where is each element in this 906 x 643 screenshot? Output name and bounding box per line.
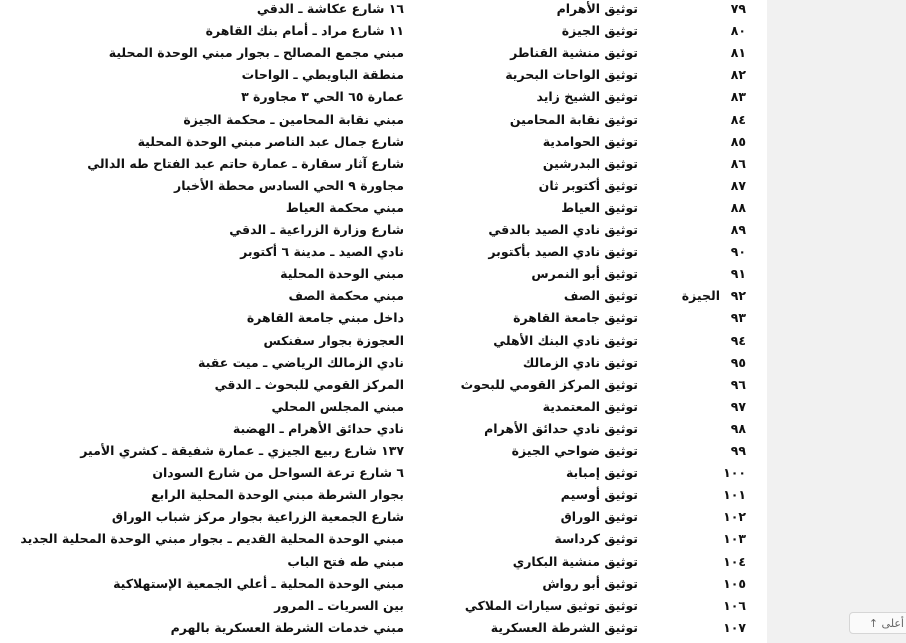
- office-name: توثيق نادي حدائق الأهرام: [484, 420, 638, 436]
- office-name: توثيق الجيزة: [561, 23, 638, 39]
- office-name: توثيق البدرشين: [542, 155, 638, 171]
- table-row: [0, 440, 767, 462]
- row-number: ٨٦: [730, 155, 746, 171]
- office-address: مبني محكمة الصف: [288, 288, 404, 304]
- office-address: مبني الوحدة المحلية ـ أعلي الجمعية الإستهلاكية: [113, 575, 404, 591]
- office-address: داخل مبني جامعة القاهرة: [246, 310, 404, 326]
- row-number: ٨٣: [730, 89, 746, 105]
- office-address: العجوزة بجوار سفنكس: [263, 332, 404, 348]
- table-row: [0, 175, 767, 197]
- table-row: [0, 219, 767, 241]
- governorate-cell: الجيزة: [681, 288, 720, 304]
- office-name: توثيق نادي الصيد بالدقي: [488, 222, 638, 237]
- row-number: ٩٢: [730, 288, 746, 304]
- office-address: نادي الصيد ـ مدينة ٦ أكتوبر: [240, 244, 404, 260]
- table-row: [0, 573, 767, 595]
- office-address: مبني خدمات الشرطة العسكرية بالهرم: [170, 619, 404, 635]
- office-name: توثيق أبو النمرس: [531, 266, 638, 282]
- table-row: [0, 153, 767, 175]
- row-number: ٨٨: [730, 199, 746, 215]
- office-name: توثيق كرداسة: [554, 531, 638, 547]
- office-address: شارع وزارة الزراعية ـ الدقي: [229, 222, 404, 237]
- table-row: [0, 396, 767, 418]
- row-number: ٩٤: [730, 332, 746, 348]
- office-address: مبني الوحدة المحلية: [280, 266, 404, 282]
- row-number: ١٠٦: [723, 597, 746, 613]
- office-name: توثيق توثيق سيارات الملاكي: [464, 597, 638, 613]
- row-number: ٨٤: [730, 111, 746, 127]
- table-row: [0, 330, 767, 352]
- table-row: [0, 506, 767, 528]
- row-number: ٨١: [730, 45, 746, 61]
- row-number: ٨٥: [730, 133, 746, 149]
- table-row: [0, 528, 767, 550]
- office-name: توثيق أوسيم: [560, 487, 638, 503]
- row-number: ١٠٥: [723, 575, 746, 591]
- office-address: شارع جمال عبد الناصر مبني الوحدة المحلية: [137, 133, 404, 149]
- office-name: توثيق الأهرام: [556, 1, 638, 16]
- row-number: ٧٩: [730, 1, 746, 16]
- row-number: ٩٩: [730, 443, 746, 458]
- row-number: ١٠٢: [723, 509, 746, 525]
- row-number: ١٠٣: [723, 531, 746, 547]
- office-name: توثيق الشرطة العسكرية: [490, 619, 638, 635]
- table-row: [0, 374, 767, 396]
- office-name: توثيق منشية القناطر: [510, 45, 638, 61]
- row-number: ١٠٤: [723, 553, 746, 569]
- office-address: مبني مجمع المصالح ـ بجوار مبني الوحدة المحلية: [108, 45, 404, 61]
- office-name: توثيق المركز القومي للبحوث: [460, 376, 638, 392]
- office-address: المركز القومي للبحوث ـ الدقي: [214, 376, 404, 392]
- office-address: منطقة الباويطي ـ الواحات: [241, 67, 404, 83]
- office-address: نادي الزمالك الرياضي ـ ميت عقبة: [198, 354, 404, 370]
- row-number: ٩٦: [730, 376, 746, 392]
- row-number: ١٠٠: [723, 465, 746, 481]
- table-row: [0, 285, 767, 307]
- office-name: توثيق نادي الصيد بأكتوبر: [488, 244, 638, 260]
- table-row: [0, 131, 767, 153]
- office-address: بين السريات ـ المرور: [274, 597, 404, 613]
- office-name: توثيق أبو رواش: [542, 575, 638, 591]
- table-row: [0, 241, 767, 263]
- table-row: [0, 42, 767, 64]
- row-number: ١٠١: [723, 487, 746, 503]
- office-address: مبني محكمة العياط: [285, 199, 404, 215]
- table-row: [0, 352, 767, 374]
- row-number: ٩٣: [730, 310, 746, 326]
- office-address: مبني المجلس المحلي: [271, 398, 404, 414]
- right-page-margin: [767, 0, 906, 643]
- table-row: [0, 418, 767, 440]
- row-number: ٩٥: [730, 354, 746, 370]
- row-number: ٨٩: [730, 222, 746, 237]
- row-number: ٩٨: [730, 420, 746, 436]
- row-number: ٨٢: [730, 67, 746, 83]
- office-name: توثيق الشيخ زايد: [536, 89, 638, 105]
- back-to-top-button[interactable]: أعلى ↑: [849, 612, 906, 634]
- office-name: توثيق الواحات البحرية: [505, 67, 638, 83]
- office-name: توثيق أكتوبر ثان: [538, 177, 638, 193]
- row-number: ٩٠: [730, 244, 746, 260]
- office-name: توثيق نقابة المحامين: [509, 111, 638, 127]
- table-row: [0, 595, 767, 617]
- table-row: [0, 64, 767, 86]
- table-row: [0, 462, 767, 484]
- office-address: ١٦ شارع عكاشة ـ الدقي: [256, 1, 404, 16]
- table-row: [0, 617, 767, 639]
- row-number: ٩١: [730, 266, 746, 282]
- office-name: توثيق نادي البنك الأهلي: [493, 332, 638, 348]
- office-address: مبني طه فتح الباب: [287, 553, 404, 569]
- table-row: [0, 197, 767, 219]
- office-name: توثيق ضواحي الجيزة: [511, 443, 638, 458]
- table-row: [0, 20, 767, 42]
- office-name: توثيق الصف: [563, 288, 638, 304]
- office-name: توثيق إمبابة: [565, 465, 638, 481]
- table-row: [0, 86, 767, 108]
- office-address: شارع آثار سقارة ـ عمارة حاتم عبد الفتاح طه الدالي: [87, 155, 404, 171]
- row-number: ٩٧: [730, 398, 746, 414]
- table-row: [0, 109, 767, 131]
- office-address: ١١ شارع مراد ـ أمام بنك القاهرة: [205, 23, 404, 39]
- office-name: توثيق نادي الزمالك: [522, 354, 638, 370]
- office-address: ٦ شارع ترعة السواحل من شارع السودان: [152, 465, 404, 481]
- row-number: ١٠٧: [723, 619, 746, 635]
- office-address: مبني نقابة المحامين ـ محكمة الجيزة: [183, 111, 404, 127]
- office-name: توثيق العياط: [561, 199, 638, 215]
- office-address: عمارة ٦٥ الحي ٣ مجاورة ٣: [241, 89, 404, 105]
- office-name: توثيق الحوامدية: [542, 133, 638, 149]
- office-name: توثيق المعتمدية: [542, 398, 638, 414]
- office-name: توثيق منشية البكاري: [512, 553, 638, 569]
- table-row: [0, 551, 767, 573]
- table-row: [0, 484, 767, 506]
- row-number: ٨٧: [730, 177, 746, 193]
- office-address: بجوار الشرطة مبني الوحدة المحلية الرابع: [150, 487, 404, 503]
- row-number: ٨٠: [730, 23, 746, 39]
- office-address: مبني الوحدة المحلية القديم ـ بجوار مبني الوحدة المحلية الجديد: [20, 531, 404, 547]
- office-address: ١٣٧ شارع ربيع الجيزي ـ عمارة شفيقة ـ كشري الأمير: [80, 443, 404, 458]
- office-address: نادي حدائق الأهرام ـ الهضبة: [232, 420, 404, 436]
- office-name: توثيق جامعة القاهرة: [513, 310, 638, 326]
- office-address: شارع الجمعية الزراعية بجوار مركز شباب الوراق: [111, 509, 404, 525]
- office-name: توثيق الوراق: [560, 509, 638, 525]
- table-row: [0, 0, 767, 20]
- table-row: [0, 307, 767, 329]
- office-address: مجاورة ٩ الحي السادس محطة الأخبار: [174, 177, 404, 193]
- table-row: [0, 263, 767, 285]
